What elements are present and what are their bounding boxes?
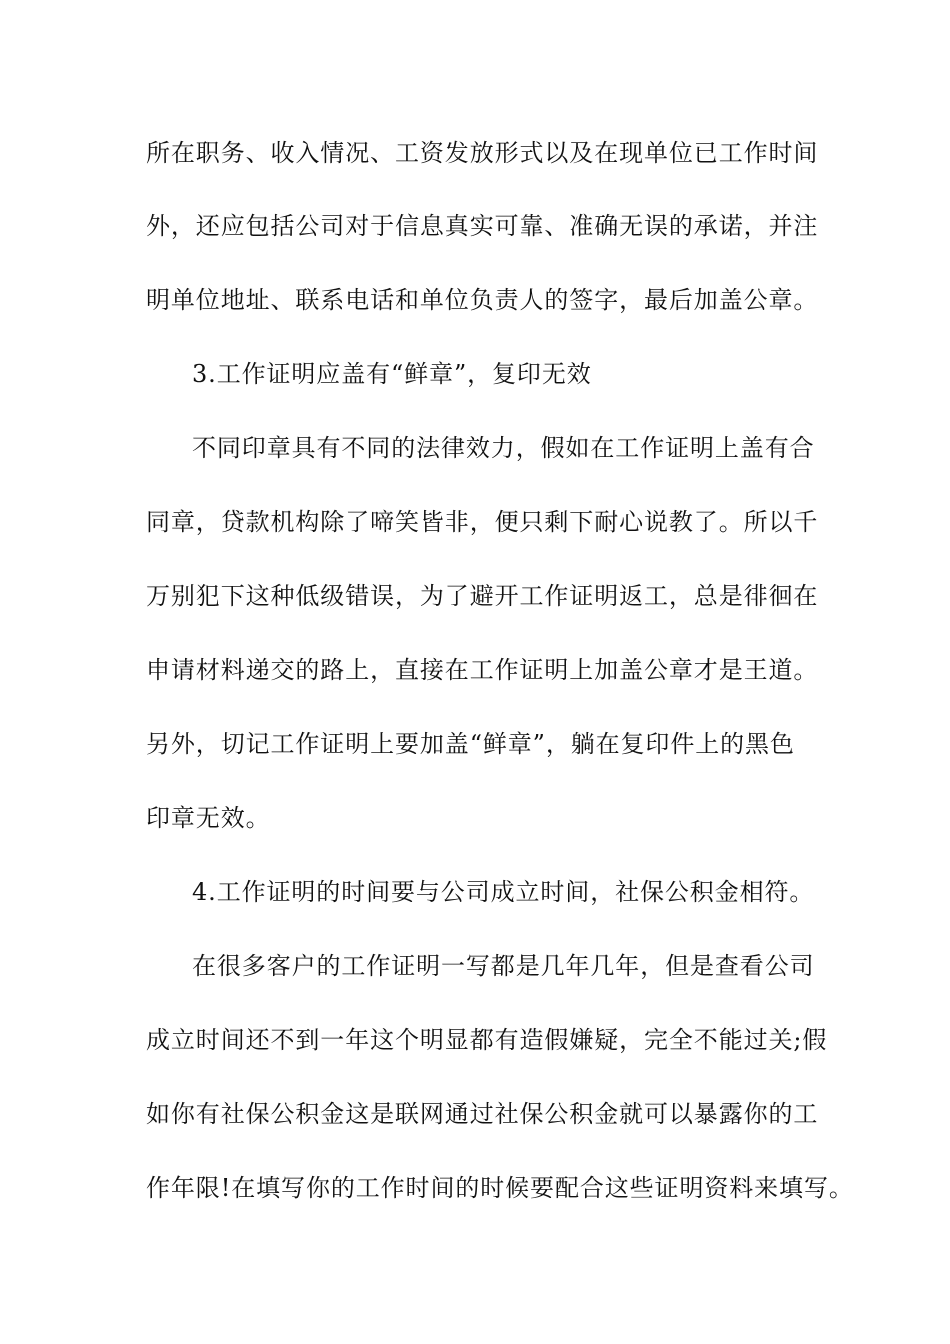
paragraph-line: 作年限!在填写你的工作时间的时候要配合这些证明资料来填写。 — [146, 1174, 854, 1202]
paragraph-line: 另外，切记工作证明上要加盖“鲜章”，躺在复印件上的黑色 — [146, 730, 795, 758]
paragraph-line: 不同印章具有不同的法律效力，假如在工作证明上盖有合 — [192, 434, 815, 462]
paragraph-line: 如你有社保公积金这是联网通过社保公积金就可以暴露你的工 — [146, 1100, 819, 1128]
paragraph-line: 万别犯下这种低级错误，为了避开工作证明返工，总是徘徊在 — [146, 582, 819, 610]
paragraph-line: 明单位地址、联系电话和单位负责人的签字，最后加盖公章。 — [146, 286, 819, 314]
paragraph-line: 成立时间还不到一年这个明显都有造假嫌疑，完全不能过关;假 — [146, 1026, 828, 1054]
paragraph-line: 外，还应包括公司对于信息真实可靠、准确无误的承诺，并注 — [146, 212, 819, 240]
paragraph-line: 同章，贷款机构除了啼笑皆非，便只剩下耐心说教了。所以千 — [146, 508, 819, 536]
paragraph-line: 申请材料递交的路上，直接在工作证明上加盖公章才是王道。 — [146, 656, 819, 684]
section-heading-4: 4.工作证明的时间要与公司成立时间，社保公积金相符。 — [192, 878, 815, 906]
section-heading-3: 3.工作证明应盖有“鲜章”，复印无效 — [192, 360, 592, 388]
paragraph-line: 在很多客户的工作证明一写都是几年几年，但是查看公司 — [192, 952, 815, 980]
paragraph-line: 所在职务、收入情况、工资发放形式以及在现单位已工作时间 — [146, 139, 819, 167]
paragraph-line: 印章无效。 — [146, 804, 271, 832]
